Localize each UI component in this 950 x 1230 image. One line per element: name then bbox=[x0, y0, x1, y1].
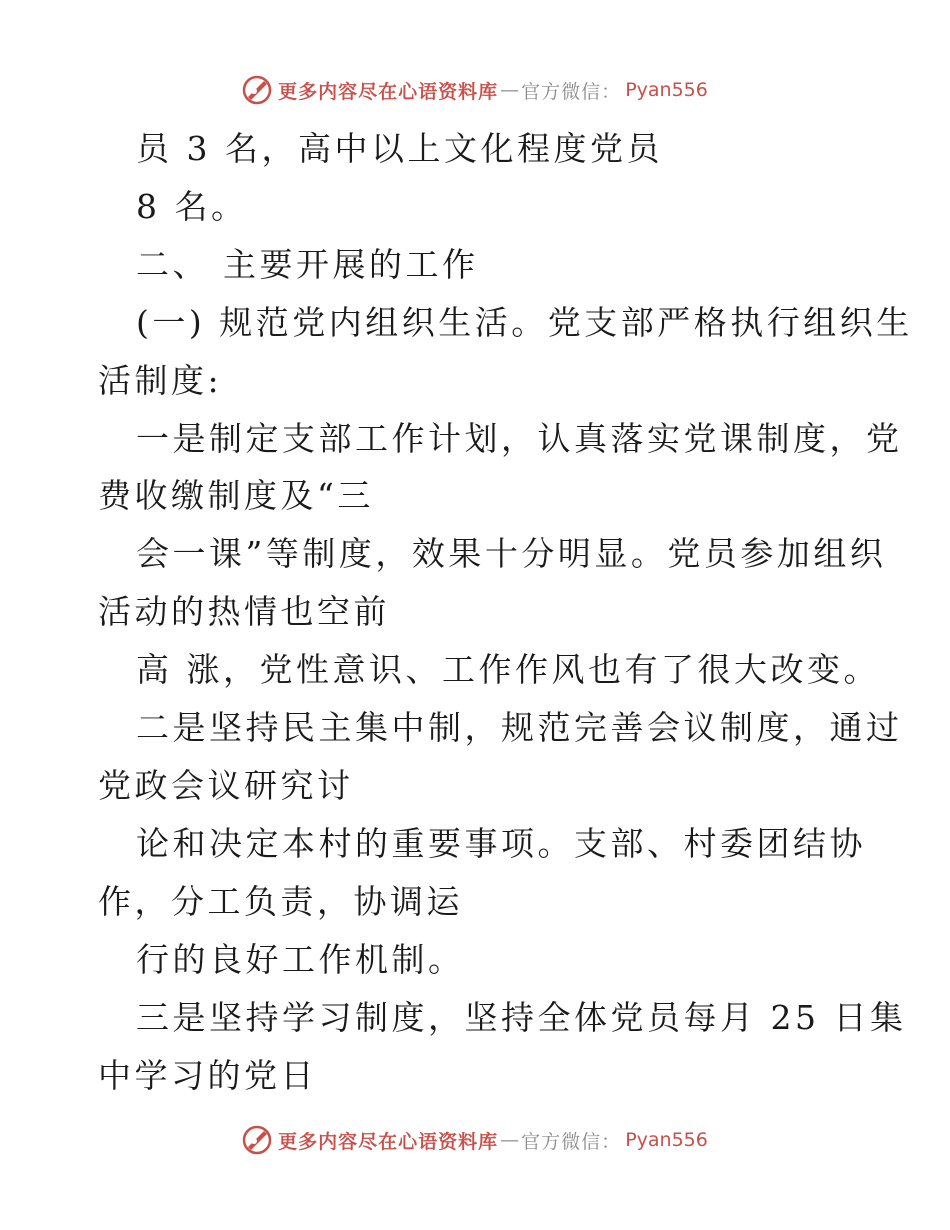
body-line: 二是坚持民主集中制，规范完善会议制度，通过 bbox=[136, 708, 903, 748]
banner-wechat-label: 官方微信： bbox=[521, 1130, 622, 1153]
footer-banner bbox=[0, 1120, 950, 1160]
banner-brand: 更多内容尽在心语资料库 bbox=[278, 80, 499, 103]
body-line: 活制度: bbox=[98, 360, 223, 400]
banner-wechat-id: Pyan556 bbox=[625, 1129, 708, 1151]
body-line: 费收缴制度及“三 bbox=[98, 476, 374, 516]
banner-wechat-label: 官方微信： bbox=[521, 80, 622, 103]
body-line: 三是坚持学习制度，坚持全体党员每月 25 日集 bbox=[136, 997, 907, 1037]
body-line: (一) 规范党内组织生活。党支部严格执行组织生 bbox=[136, 302, 913, 342]
body-line: 员 3 名，高中以上文化程度党员 bbox=[136, 129, 663, 168]
body-line: 党政会议研究讨 bbox=[98, 765, 354, 805]
body-line: 一是制定支部工作计划，认真落实党课制度，党 bbox=[136, 418, 903, 458]
banner-wechat-id: Pyan556 bbox=[625, 79, 708, 101]
body-line: 中学习的党日 bbox=[98, 1055, 317, 1095]
body-line: 作，分工负责，协调运 bbox=[98, 881, 463, 921]
body-line: 高 涨，党性意识、工作作风也有了很大改变。 bbox=[136, 650, 880, 690]
body-line: 行的良好工作机制。 bbox=[136, 939, 465, 979]
document-body bbox=[98, 120, 913, 1104]
logo-icon bbox=[242, 75, 272, 105]
logo-icon bbox=[242, 1125, 272, 1155]
banner-separator: — bbox=[500, 1129, 520, 1151]
banner-brand: 更多内容尽在心语资料库 bbox=[278, 1130, 499, 1153]
body-line: 活动的热情也空前 bbox=[98, 592, 390, 632]
body-line: 会一课”等制度，效果十分明显。党员参加组织 bbox=[136, 534, 887, 574]
section-heading: 二、 主要开展的工作 bbox=[136, 244, 479, 284]
body-line: 论和决定本村的重要事项。支部、村委团结协 bbox=[136, 823, 866, 863]
header-banner bbox=[0, 70, 950, 110]
banner-separator: — bbox=[500, 79, 520, 101]
body-line: 8 名。 bbox=[136, 186, 248, 226]
